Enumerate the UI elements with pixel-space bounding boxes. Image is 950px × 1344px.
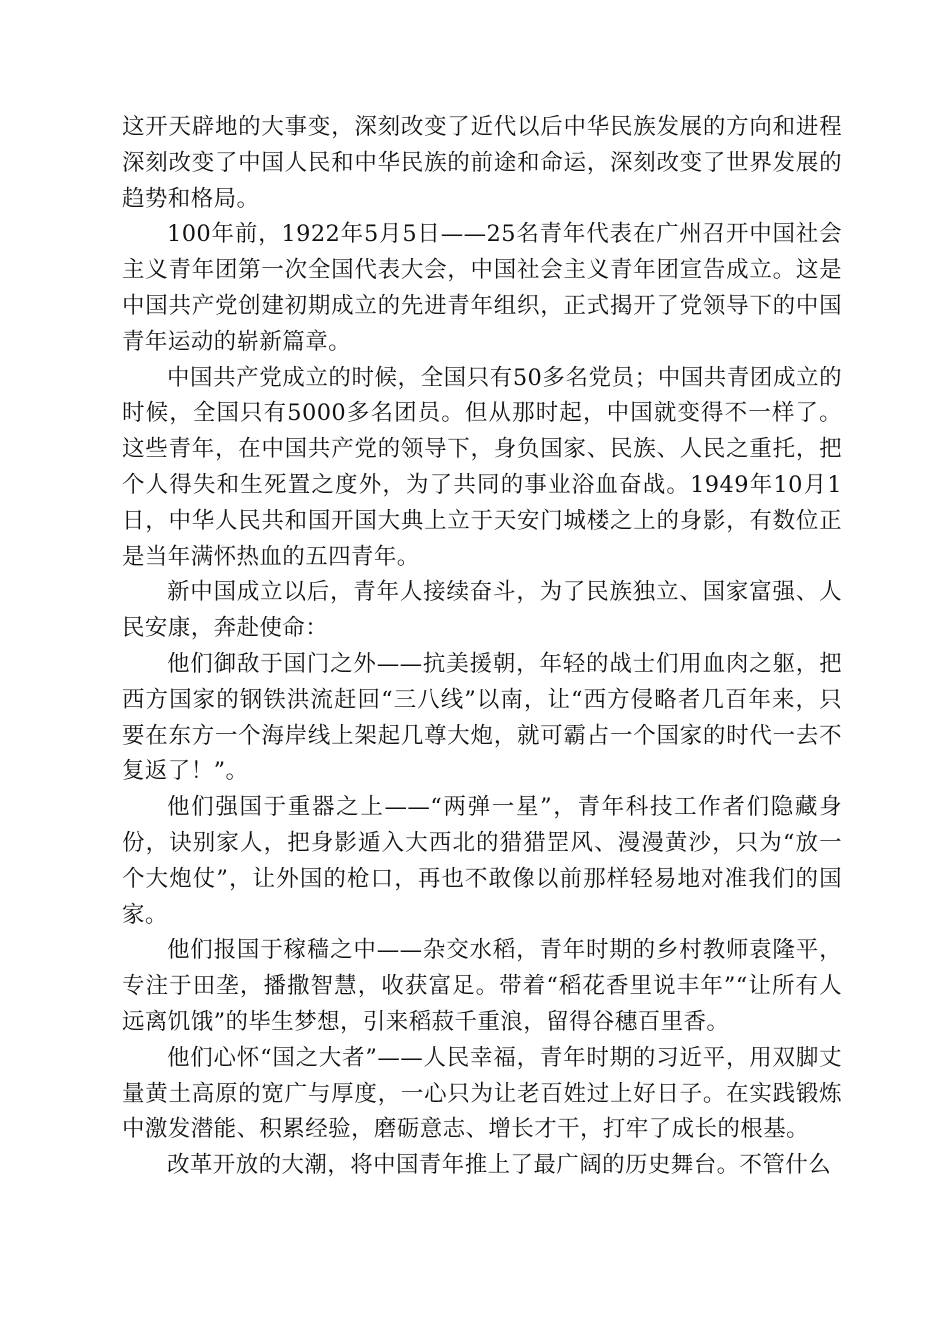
paragraph-1: 这开天辟地的大事变，深刻改变了近代以后中华民族发展的方向和进程深刻改变了中国人民和中华民族的前途和命运，深刻改变了世界发展的趋势和格局。 <box>122 114 842 212</box>
document-body <box>122 110 842 1184</box>
paragraph-4: 新中国成立以后，青年人接续奋斗，为了民族独立、国家富强、人民安康，奔赴使命： <box>122 579 842 642</box>
paragraph-3: 中国共产党成立的时候，全国只有50多名党员；中国共青团成立的时候，全国只有5000多名团员。但从那时起，中国就变得不一样了。这些青年，在中国共产党的领导下，身负国家、民族、人民之重托，把个人得失和生死置之度外，为了共同的事业浴血奋战。1949年10月1日，中华人民共和国开国大典上立于天安门城楼之上的身影，有数位正是当年满怀热血的五四青年。 <box>122 364 842 570</box>
paragraph-5: 他们御敌于国门之外——抗美援朝，年轻的战士们用血肉之躯，把西方国家的钢铁洪流赶回“三八线”以南，让“西方侵略者几百年来，只要在东方一个海岸线上架起几尊大炮，就可霸占一个国家的时代一去不复返了！”。 <box>122 650 842 785</box>
paragraph-8: 他们心怀“国之大者”——人民幸福，青年时期的习近平，用双脚丈量黄土高原的宽广与厚度，一心只为让老百姓过上好日子。在实践锻炼中激发潜能、积累经验，磨砺意志、增长才干，打牢了成长的根基。 <box>122 1044 842 1143</box>
paragraph-2: 100年前，1922年5月5日——25名青年代表在广州召开中国社会主义青年团第一次全国代表大会，中国社会主义青年团宣告成立。这是中国共产党创建初期成立的先进青年组织，正式揭开了党领导下的中国青年运动的崭新篇章。 <box>122 221 842 355</box>
paragraph-9: 改革开放的大潮，将中国青年推上了最广阔的历史舞台。不管什么 <box>167 1152 832 1179</box>
paragraph-6: 他们强国于重器之上——“两弹一星”，青年科技工作者们隐藏身份，诀别家人，把身影遁入大西北的猎猎罡风、漫漫黄沙，只为“放一个大炮仗”，让外国的枪口，再也不敢像以前那样轻易地对准我们的国家。 <box>122 794 842 928</box>
paragraph-7: 他们报国于稼穑之中——杂交水稻，青年时期的乡村教师袁隆平，专注于田垄，播撒智慧，收获富足。带着“稻花香里说丰年”“让所有人远离饥饿”的毕生梦想，引来稻菽千重浪，留得谷穗百里香。 <box>122 937 842 1035</box>
